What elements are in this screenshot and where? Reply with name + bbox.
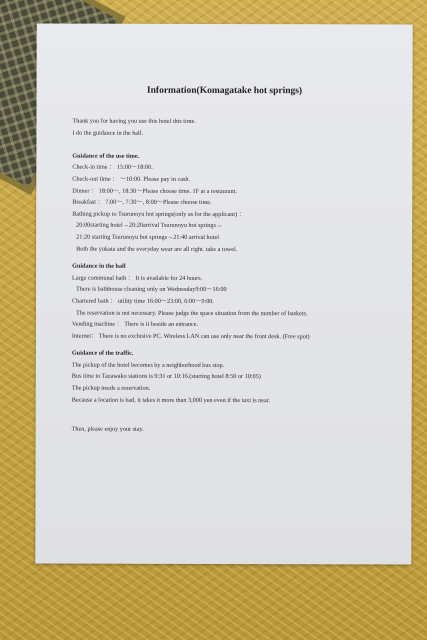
- use-time-line: 21:20 starting Tsurunoyu hot springs→21:40 arrival hotel: [76, 233, 219, 241]
- use-time-line: Breakfast ： 7:00～, 7:30～, 8:00～Please choose time.: [72, 198, 212, 207]
- traffic-line: The pickup needs a reservation.: [71, 384, 151, 392]
- section-heading-traffic: Guidance of the traffic.: [71, 349, 134, 358]
- section-heading-use-time: Guidance of the use time.: [72, 152, 140, 160]
- document-body: [72, 116, 409, 436]
- hall-line: The reservation is not necessary. Please judge the space situation from the number of baskets.: [75, 309, 308, 317]
- traffic-line: Bus time to Tazawako stations is 9:31 or 10:16.(starting hotel 8:50 or 10:05): [71, 373, 261, 381]
- use-time-line: Check-in time ： 15:00～18:00.: [72, 163, 153, 172]
- hall-line: Large communal bath ： It is available for 24 hours.: [72, 274, 203, 282]
- hall-line: Vending machine ： There is it beside an entrance.: [71, 320, 199, 329]
- hall-line: Internet： There is no exclusive PC. Wireless LAN can use only near the front desk. (Free spot): [71, 332, 310, 340]
- hall-line: There is bathhouse cleaning only on Wednesday9:00～16:00: [76, 285, 227, 294]
- use-time-line: 20:00starting hotel→20:20arrival Tsurunoyu hot springs→: [76, 221, 223, 230]
- traffic-line: Because a location is bad, it takes it more than 3,000 yen even if the taxi is near.: [71, 396, 271, 404]
- section-heading-hall: Guidance in the hall: [72, 262, 126, 270]
- traffic-line: The pickup of the hotel becomes by a neighborhood bus stop.: [71, 361, 225, 369]
- hall-line: Chartered bath ： utility time 16:00～23:00, 6:00～9:00.: [71, 297, 214, 305]
- use-time-line: Both the yukata and the everyday wear are all right. take a towel.: [76, 245, 238, 253]
- use-time-line: Dinner ： 18:00～, 18:30～Please choose time. 1F at a restaurant.: [72, 187, 237, 195]
- intro-line: I do the guidance in the hall.: [72, 129, 144, 137]
- intro-line: Thank you for having you use this hotel this time.: [72, 117, 196, 125]
- document-title: Information(Komagatake hot springs): [146, 85, 303, 97]
- use-time-line: Check-out time ： ～10:00. Please pay in cash.: [72, 175, 191, 183]
- use-time-line: Bathing pickup to Tsurunoyu hot springs(only as for the applicant) ：: [72, 210, 245, 218]
- closing-line: Then, please enjoy your stay.: [71, 425, 144, 433]
- information-sheet: [35, 24, 412, 565]
